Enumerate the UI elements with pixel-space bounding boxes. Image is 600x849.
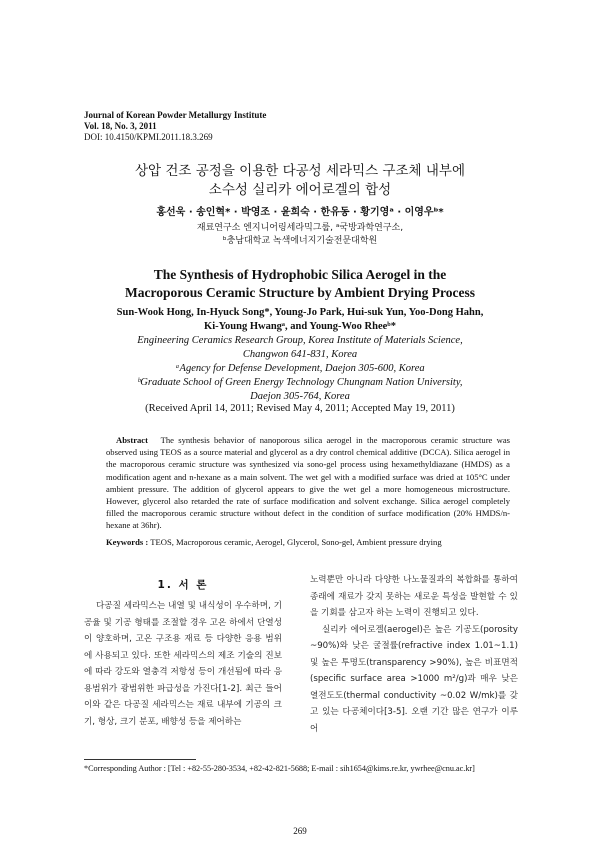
abstract-text: The synthesis behavior of nanoporous silica aerogel in the macroporous ceramic structure was observed using TEOS as a source material and glycerol as a dry control chemical additive (DCCA). Silica aerogel in the macroporous ceramic structure was synthesized via sono-gel process using hexamethyldiazane (HMDS) as a modification agent and n-hexane as a main solvent. The wet gel with a modified surface was dried at 105°C under ambient pressure. The addition of glycerol appears to give the wet gel a more homogeneous microstructure. However, glycerol also retarded the rate of surface modification and solvent exchange. Silica aerogel completely filled the macroporous ceramic structure without defect in the condition of surface modification (20% HMDS/n-hexane at 36hr). (106, 435, 510, 531)
footnote-divider (84, 759, 196, 760)
korean-affiliation-2: ᵇ충남대학교 녹색에너지기술전문대학원 (222, 236, 378, 246)
english-authors-line2: Ki-Young Hwangᵃ, and Young-Woo Rheeᵇ* (204, 321, 396, 332)
body-left-column: 다공질 세라믹스는 내열 및 내식성이 우수하며, 기공율 및 기공 형태를 조절할 경우 고온 하에서 단열성이 양호하며, 고온 구조용 재료 등 다양한 응용 범위에 사용되고 있다. 또한 세라믹스의 제조 기술의 진보에 따라 강도와 열충격 저항성 등이 개선됨에 따라 응용범위가 광범위한 파급성을 가진다[1-2]. 최근 들어 이와 같은 다공질 세라믹스는 재료 내부에 기공의 크기, 형상, 크기 분포, 배향성 등을 제어하는 (84, 601, 282, 727)
korean-affiliation-1: 재료연구소 엔지니어링세라믹그룹, ᵃ국방과학연구소, (196, 223, 404, 233)
received-dates: (Received April 14, 2011; Revised May 4, 2011; Accepted May 19, 2011) (145, 403, 455, 414)
korean-affiliations (0, 222, 600, 248)
journal-doi: DOI: 10.4150/KPMI.2011.18.3.269 (84, 132, 213, 142)
korean-title-line2: 소수성 실리카 에어로겔의 합성 (208, 182, 392, 198)
corresponding-author-footnote: *Corresponding Author : [Tel : +82-55-280-3534, +82-42-821-5688; E-mail : sih1654@kims.re.kr, ywrhee@cnu.ac.kr] (84, 764, 475, 773)
body-right-column (310, 572, 518, 737)
section-heading: 1. 서 론 (157, 579, 209, 591)
english-authors (0, 306, 600, 334)
body-paragraph: 노력뿐만 아니라 다양한 나노물질과의 복합화를 통하여 종래에 재료가 갖지 못하는 새로운 특성을 발현할 수 있을 기회를 삼고자 하는 노력이 진행되고 있다. (310, 575, 518, 618)
english-title-line1: The Synthesis of Hydrophobic Silica Aerogel in the (153, 267, 447, 282)
journal-volume: Vol. 18, No. 3, 2011 (84, 121, 157, 131)
page-number: 269 (293, 826, 307, 836)
abstract (106, 434, 510, 532)
english-authors-line1: Sun-Wook Hong, In-Hyuck Song*, Young-Jo Park, Hui-suk Yun, Yoo-Dong Hahn, (116, 307, 484, 318)
abstract-label: Abstract (116, 435, 148, 445)
korean-authors: 홍선욱 · 송인혁* · 박영조 · 윤희숙 · 한유동 · 황기영ᵃ · 이영우ᵇ* (156, 207, 444, 218)
keywords (106, 536, 526, 548)
english-title-line2: Macroporous Ceramic Structure by Ambient Drying Process (125, 285, 475, 300)
english-affiliations (0, 334, 600, 404)
english-affiliation: Changwon 641-831, Korea (242, 349, 358, 360)
body-paragraph: 실리카 에어로겔(aerogel)은 높은 기공도(porosity ~90%)와 낮은 굴절률(refractive index 1.01~1.1) 및 높은 투명도(transparency >90%), 높은 비표면적(specific surface area >1000 m²/g)과 매우 낮은 열전도도(thermal conductivity ~0.02 W/mk)를 갖고 있는 다공체이다[3-5]. 오랜 기간 많은 연구가 이루어 (310, 624, 518, 734)
english-title (0, 266, 600, 302)
english-affiliation: ᵃAgency for Defense Development, Daejon 305-600, Korea (175, 363, 425, 374)
english-affiliation: ᵇGraduate School of Green Energy Technology Chungnam Nation University, (137, 377, 463, 388)
keywords-text: TEOS, Macroporous ceramic, Aerogel, Glycerol, Sono-gel, Ambient pressure drying (150, 537, 442, 547)
journal-name: Journal of Korean Powder Metallurgy Institute (84, 110, 267, 120)
korean-title (0, 162, 600, 200)
korean-title-line1: 상압 건조 공정을 이용한 다공성 세라믹스 구조체 내부에 (135, 163, 465, 179)
english-affiliation: Daejon 305-764, Korea (250, 391, 350, 402)
english-affiliation: Engineering Ceramics Research Group, Korea Institute of Materials Science, (137, 335, 463, 346)
keywords-label: Keywords : (106, 537, 149, 547)
journal-info (84, 110, 266, 143)
